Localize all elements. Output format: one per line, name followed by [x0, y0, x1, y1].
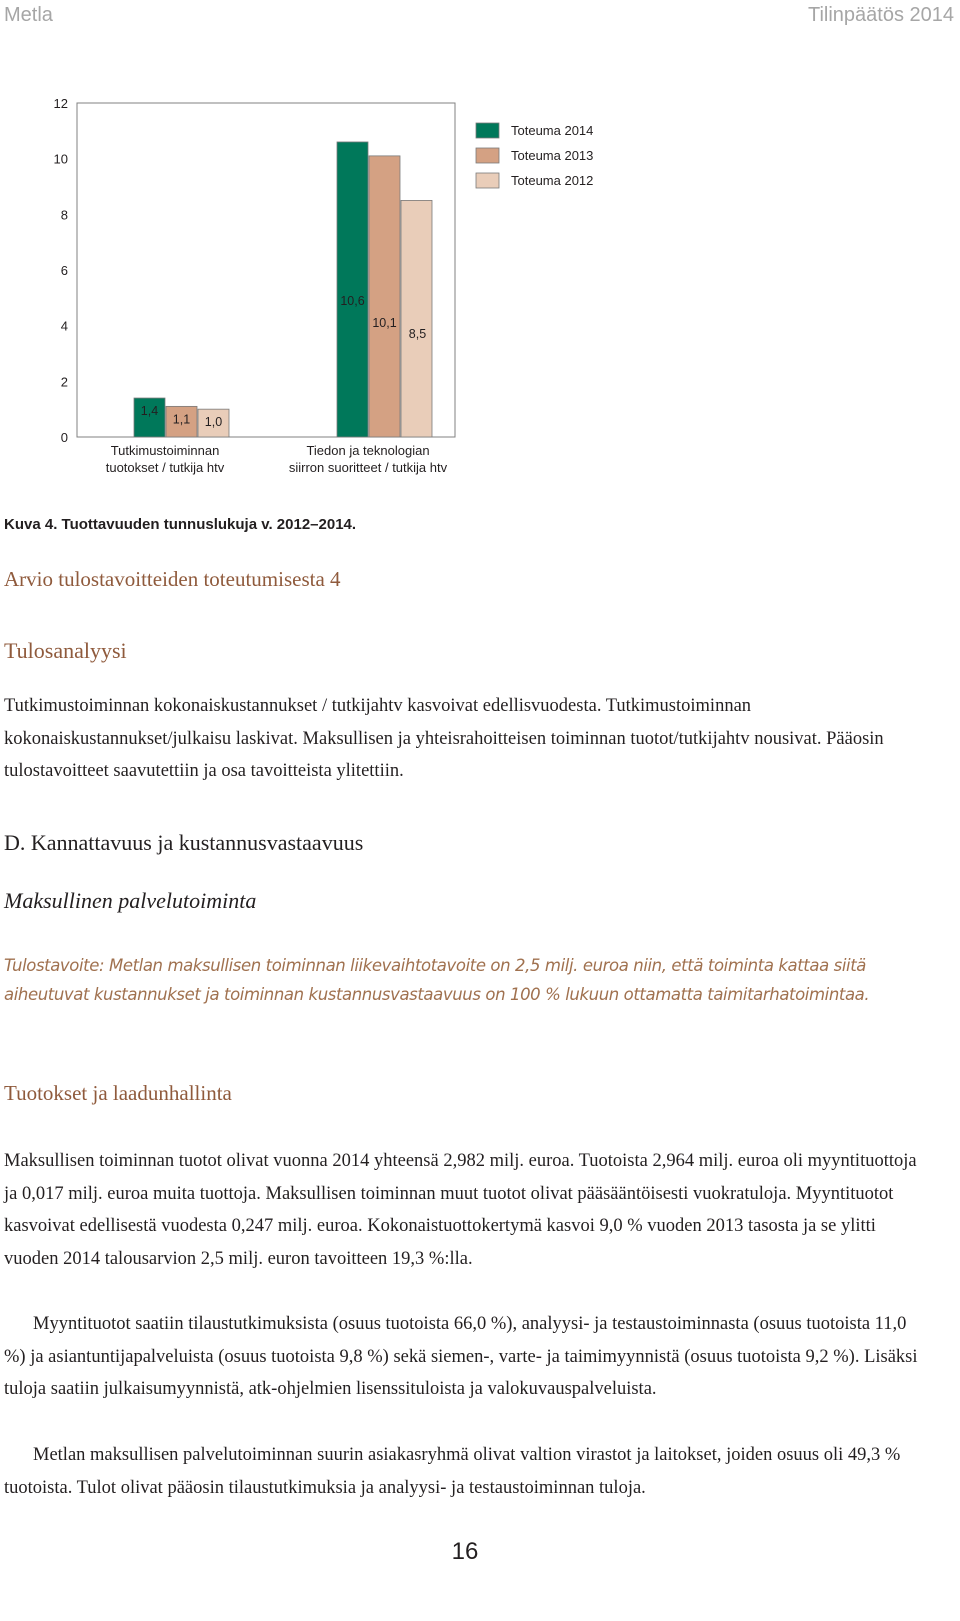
x-axis-categories [106, 443, 448, 475]
legend-label-toteuma-2013: Toteuma 2013 [511, 148, 594, 163]
legend-label-toteuma-2014: Toteuma 2014 [511, 123, 594, 138]
outputs-paragraph-3: Metlan maksullisen palvelutoiminnan suurin asiakasryhmä olivat valtion virastot ja laitokset, joiden osuus oli 49,3 % tuotoista. Tulot olivat pääosin tilaustutkimuksia ja analyysi- ja testaustoiminnan tuloja. [4, 1445, 901, 1498]
y-tick-label-0: 0 [60, 430, 68, 445]
legend-label-toteuma-2012: Toteuma 2012 [511, 173, 594, 188]
data-label-toteuma-2013-cat2: 10,1 [372, 316, 397, 330]
x-category-label-1-line1: Tutkimustoiminnan [110, 443, 220, 458]
x-category-label-2-line1: Tiedon ja teknologian [306, 443, 430, 458]
data-label-toteuma-2014-cat1: 1,4 [140, 404, 159, 419]
data-label-toteuma-2012-cat1: 1,0 [204, 415, 223, 430]
bar-toteuma-2012-cat2 [401, 200, 432, 437]
chart-legend [476, 123, 593, 188]
y-tick-label-10: 10 [53, 151, 68, 167]
bars [134, 142, 432, 437]
subheading-result-analysis: Tulosanalyysi [4, 638, 127, 663]
x-category-label-1-line2: tuotokset / tutkija htv [105, 460, 225, 475]
section-heading-profitability: D. Kannattavuus ja kustannusvastaavuus [4, 830, 364, 855]
legend-swatch-toteuma-2014 [476, 123, 499, 138]
section-heading-outputs-quality: Tuotokset ja laadunhallinta [4, 1081, 232, 1105]
bar-toteuma-2013-cat2 [369, 156, 400, 437]
data-label-toteuma-2013-cat1: 1,1 [172, 412, 191, 427]
y-tick-label-12: 12 [53, 96, 68, 111]
page-number: 16 [451, 1538, 479, 1565]
result-analysis-paragraph: Tutkimustoiminnan kokonaiskustannukset / tutkijahtv kasvoivat edellisvuodesta. Tutkimustoiminnan kokonaiskustannukset/julkaisu laskivat. Maksullisen ja yhteisrahoitteisen toiminnan tuotot/tutkijahtv nousivat. Pääosin tulostavoitteet saavutettiin ja osa tavoitteista ylitettiin. [4, 696, 884, 781]
subheading-paid-services: Maksullinen palvelutoiminta [4, 888, 257, 913]
data-label-toteuma-2012-cat2: 8,5 [408, 327, 427, 341]
outputs-paragraph-2: Myyntituotot saatiin tilaustutkimuksista (osuus tuotoista 66,0 %), analyysi- ja testaustoiminnasta (osuus tuotoista 11,0 %) ja asiantuntijapalveluista (osuus tuotoista 9,8 %) sekä siemen-, varte- ja taimimyynnistä (osuus tuotoista 9,2 %). Lisäksi tuloja saatiin julkaisumyynnistä, atk-ohjelmien lisenssituloista ja valokuvauspalveluista. [4, 1314, 918, 1399]
productivity-bar-chart [0, 95, 960, 500]
x-category-label-2-line2: siirron suoritteet / tutkija htv [288, 460, 448, 475]
legend-swatch-toteuma-2012 [476, 173, 499, 188]
bar-toteuma-2014-cat2 [337, 142, 368, 437]
y-axis-ticks [54, 96, 68, 445]
legend-swatch-toteuma-2013 [476, 148, 499, 163]
data-label-toteuma-2014-cat2: 10,6 [340, 294, 365, 308]
header-org-name: Metla [4, 4, 53, 26]
performance-goal-text: Tulostavoite: Metlan maksullisen toiminnan liikevaihtotavoite on 2,5 milj. euroa niin, että toiminta kattaa siitä aiheutuvat kustannukset ja toiminnan kustannusvastaavuus on 100 % lukuun ottamatta taimitarhatoimintaa. [4, 956, 870, 1004]
y-tick-label-4: 4 [60, 318, 68, 334]
y-tick-label-2: 2 [60, 374, 68, 390]
header-document-title: Tilinpäätös 2014 [807, 4, 954, 26]
figure-caption: Kuva 4. Tuottavuuden tunnuslukuja v. 2012–2014. [4, 516, 357, 533]
section-heading-goal-assessment: Arvio tulostavoitteiden toteutumisesta 4 [4, 567, 341, 591]
y-tick-label-8: 8 [60, 207, 68, 223]
y-tick-label-6: 6 [60, 263, 68, 278]
outputs-paragraph-1: Maksullisen toiminnan tuotot olivat vuonna 2014 yhteensä 2,982 milj. euroa. Tuotoista 2,964 milj. euroa oli myyntituottoja ja 0,017 milj. euroa muita tuottoja. Maksullisen toiminnan muut tuotot olivat pääsääntöisesti vuokratuloja. Myyntituotot kasvoivat edellisestä vuodesta 0,247 milj. euroa. Kokonaistuottokertymä kasvoi 9,0 % vuoden 2013 tasosta ja se ylitti vuoden 2014 talousarvion 2,5 milj. euron tavoitteen 19,3 %:lla. [4, 1151, 917, 1269]
